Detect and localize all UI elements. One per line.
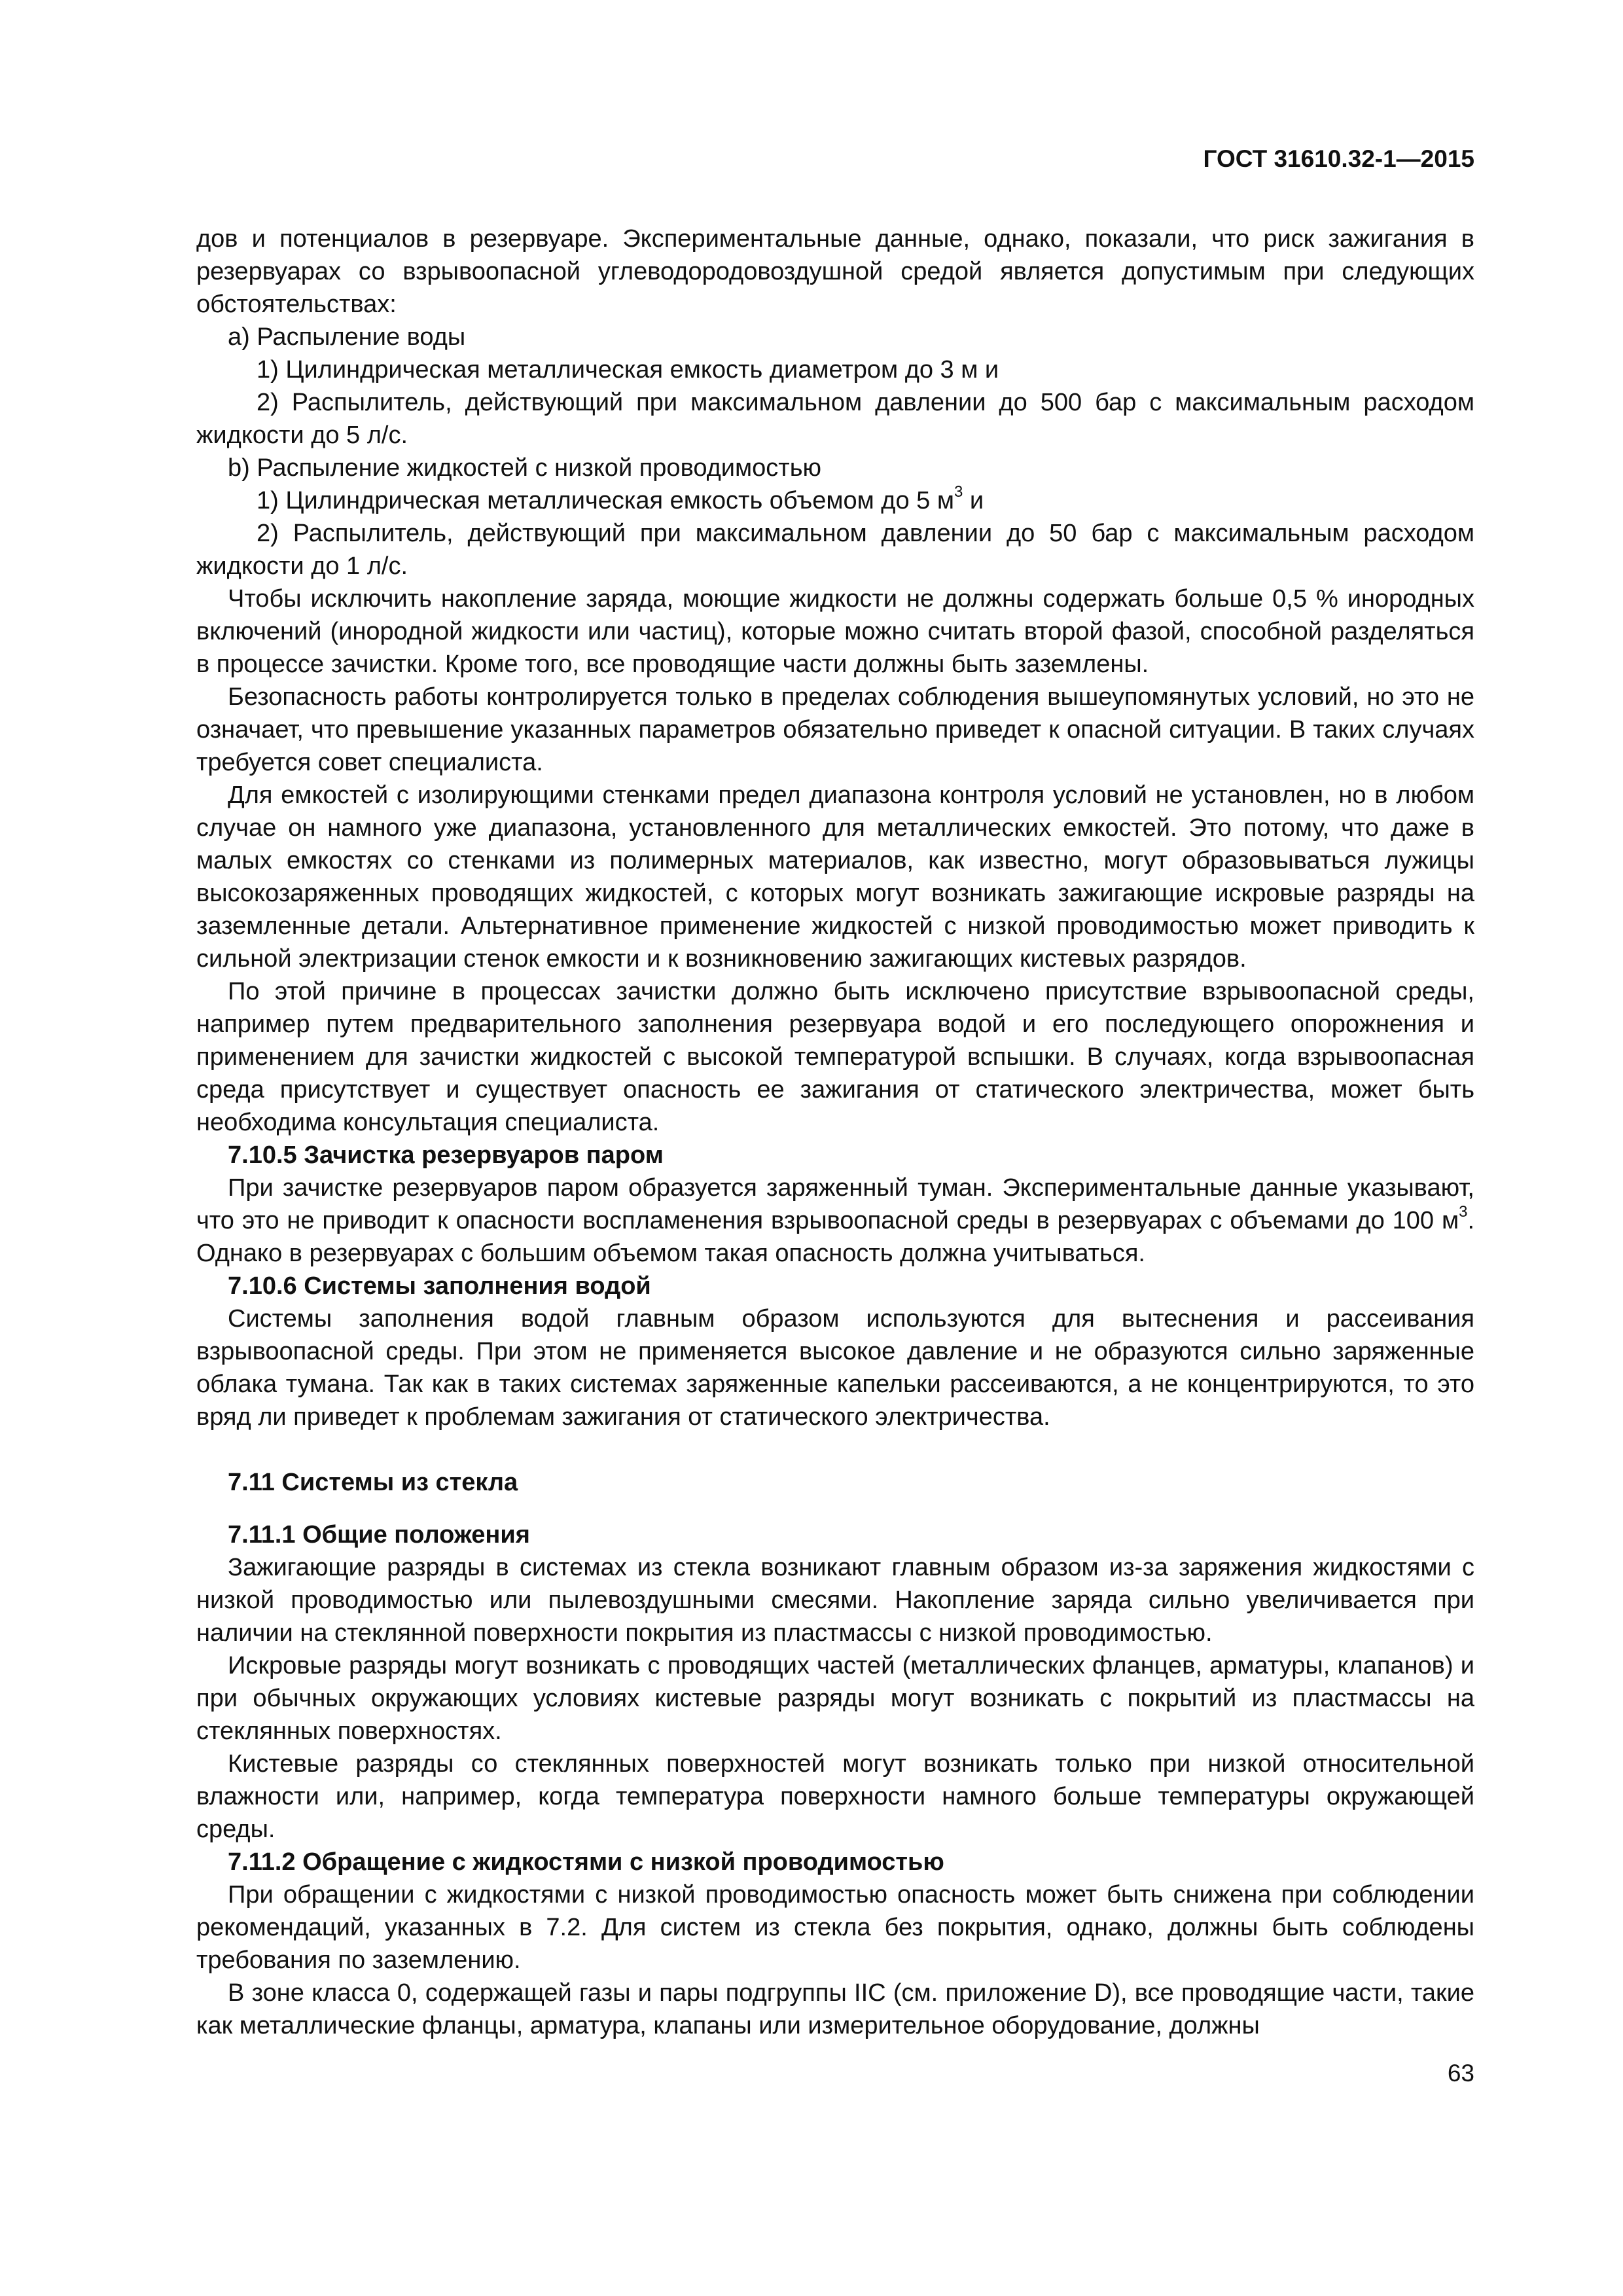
- list-item: 1) Цилиндрическая металлическая емкость диаметром до 3 м и: [257, 356, 999, 384]
- section-heading: 7.10.6 Системы заполнения водой: [228, 1272, 651, 1300]
- section-heading: 7.11.2 Обращение с жидкостями с низкой проводимостью: [228, 1848, 944, 1876]
- paragraph: [196, 1172, 1474, 1270]
- list-item: a) Распыление воды: [228, 323, 466, 351]
- page-number: 63: [1447, 2060, 1474, 2087]
- section-heading: 7.11 Системы из стекла: [228, 1469, 518, 1496]
- list-item: b) Распыление жидкостей с низкой проводимостью: [228, 454, 821, 482]
- paragraph: Чтобы исключить накопление заряда, моющие жидкости не должны содержать больше 0,5 % инородных включений (инородной жидкости или частиц), которые можно считать второй фазой, способной разделяться в процессе зачистки. Кроме того, все проводящие части должны быть заземлены.: [196, 585, 1474, 678]
- document-header: ГОСТ 31610.32-1—2015: [1203, 145, 1474, 172]
- paragraph: При обращении с жидкостями с низкой проводимостью опасность может быть снижена при соблюдении рекомендаций, указанных в 7.2. Для систем из стекла без покрытия, однако, должны быть соблюдены требования по заземлению.: [196, 1881, 1474, 1974]
- text-run: . Однако в резервуарах с большим объемом такая опасность должна учитываться.: [196, 1207, 1474, 1267]
- list-item: 2) Распылитель, действующий при максимальном давлении до 50 бар с максимальным расходом жидкости до 1 л/с.: [196, 520, 1474, 580]
- superscript: 3: [954, 483, 963, 501]
- paragraph: В зоне класса 0, содержащей газы и пары подгруппы IIC (см. приложение D), все проводящие части, такие как металлические фланцы, арматура, клапаны или измерительное оборудование, должны: [196, 1979, 1474, 2039]
- paragraph: Системы заполнения водой главным образом используются для вытеснения и рассеивания взрывоопасной среды. При этом не применяется высокое давление и не образуются сильно заряженные облака тумана. Так как в таких системах заряженные капельки рассеиваются, а не концентрируются, то это вряд ли приведет к проблемам зажигания от статического электричества.: [196, 1305, 1474, 1431]
- superscript: 3: [1459, 1203, 1468, 1221]
- paragraph: Кистевые разряды со стеклянных поверхностей могут возникать только при низкой относительной влажности или, например, когда температура поверхности намного больше температуры окружающей среды.: [196, 1750, 1474, 1843]
- paragraph: Безопасность работы контролируется только в пределах соблюдения вышеупомянутых условий, но это не означает, что превышение указанных параметров обязательно приведет к опасной ситуации. В таких случаях требуется совет специалиста.: [196, 683, 1474, 776]
- paragraph: Зажигающие разряды в системах из стекла возникают главным образом из-за заряжения жидкостями с низкой проводимостью или пылевоздушными смесями. Накопление заряда сильно увеличивается при наличии на стеклянной поверхности покрытия из пластмассы с низкой проводимостью.: [196, 1554, 1474, 1647]
- section-heading: 7.10.5 Зачистка резервуаров паром: [228, 1141, 664, 1169]
- paragraph: Для емкостей с изолирующими стенками предел диапазона контроля условий не установлен, но в любом случае он намного уже диапазона, установленного для металлических емкостей. Это потому, что даже в малых емкостях со стенками из полимерных материалов, как известно, могут образовываться лужицы высокозаряженных проводящих жидкостей, с которых могут возникать зажигающие искровые разряды на заземленные детали. Альтернативное применение жидкостей с низкой проводимостью может приводить к сильной электризации стенок емкости и к возникновению зажигающих кистевых разрядов.: [196, 781, 1474, 973]
- section-heading: 7.11.1 Общие положения: [228, 1521, 530, 1549]
- paragraph: По этой причине в процессах зачистки должно быть исключено присутствие взрывоопасной среды, например путем предварительного заполнения резервуара водой и его последующего опорожнения и применением для зачистки жидкостей с высокой температурой вспышки. В случаях, когда взрывоопасная среда присутствует и существует опасность ее зажигания от статического электричества, может быть необходима консультация специалиста.: [196, 978, 1474, 1136]
- page-body: [196, 223, 1474, 2042]
- list-item: [196, 484, 1474, 517]
- text-run: 1) Цилиндрическая металлическая емкость объемом до 5 м: [257, 487, 954, 514]
- paragraph: дов и потенциалов в резервуаре. Экспериментальные данные, однако, показали, что риск зажигания в резервуарах со взрывоопасной углеводородовоздушной средой является допустимым при следующих обстоятельствах:: [196, 225, 1474, 318]
- text-run: При зачистке резервуаров паром образуется заряженный туман. Экспериментальные данные указывают, что это не приводит к опасности воспламенения взрывоопасной среды в резервуарах с объемами до 100 м: [196, 1174, 1474, 1234]
- text-run: и: [963, 487, 984, 514]
- list-item: 2) Распылитель, действующий при максимальном давлении до 500 бар с максимальным расходом жидкости до 5 л/с.: [196, 389, 1474, 449]
- paragraph: Искровые разряды могут возникать с проводящих частей (металлических фланцев, арматуры, клапанов) и при обычных окружающих условиях кистевые разряды могут возникать с покрытий из пластмассы на стеклянных поверхностях.: [196, 1652, 1474, 1745]
